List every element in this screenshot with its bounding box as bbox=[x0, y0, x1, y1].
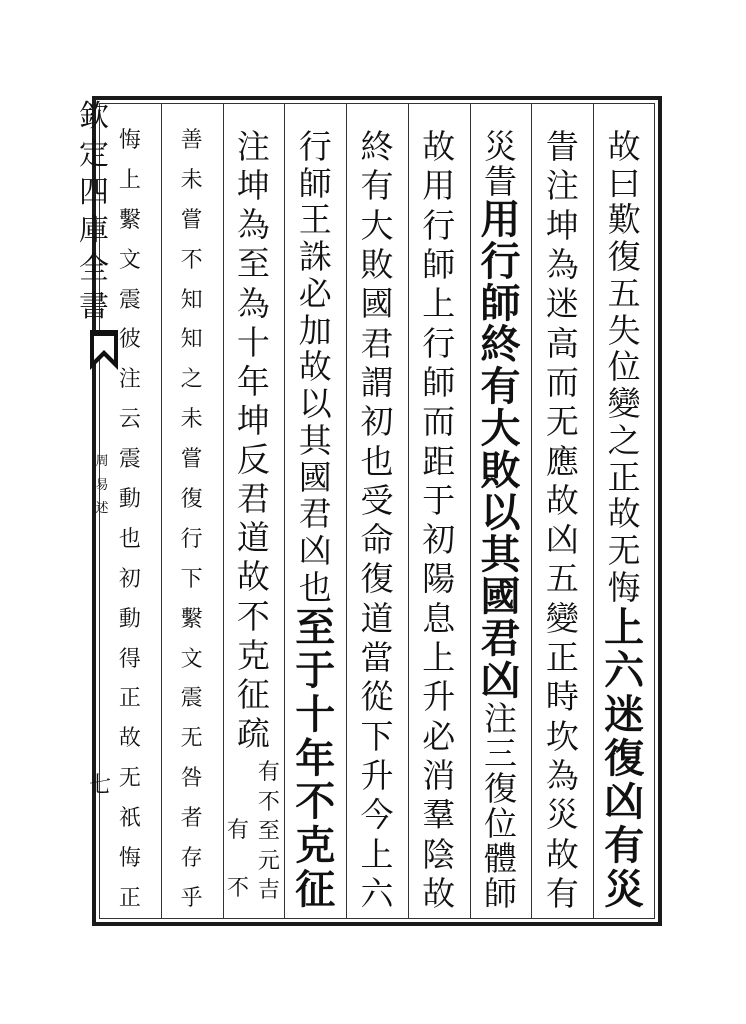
glyph: 震 bbox=[118, 287, 141, 313]
glyph: 也 bbox=[360, 441, 394, 481]
glyph: 大 bbox=[480, 405, 521, 453]
glyph: 知 bbox=[180, 287, 203, 313]
glyph: 悔 bbox=[118, 846, 141, 872]
glyph: 全 bbox=[79, 251, 109, 286]
glyph: 道 bbox=[360, 598, 394, 638]
glyph: 初 bbox=[360, 402, 394, 442]
glyph: 歎 bbox=[607, 200, 641, 240]
glyph: 師 bbox=[480, 279, 521, 327]
glyph: 吉 bbox=[257, 878, 280, 903]
glyph: 眚 bbox=[545, 127, 579, 166]
glyph: 六 bbox=[604, 647, 645, 695]
glyph: 而 bbox=[422, 402, 456, 442]
glyph: 迷 bbox=[545, 284, 579, 324]
glyph: 書 bbox=[79, 289, 109, 324]
glyph: 終 bbox=[480, 321, 521, 369]
glyph: 災 bbox=[545, 795, 579, 835]
glyph: 今 bbox=[360, 795, 394, 835]
glyph: 文 bbox=[118, 247, 141, 273]
glyph: 彼 bbox=[118, 327, 141, 353]
glyph: 坤 bbox=[545, 205, 579, 245]
glyph: 得 bbox=[118, 646, 141, 672]
glyph: 陰 bbox=[422, 834, 456, 874]
glyph: 元 bbox=[257, 848, 280, 874]
glyph: 十 bbox=[236, 322, 270, 362]
glyph: 坤 bbox=[236, 166, 270, 206]
glyph: 五 bbox=[607, 273, 641, 313]
glyph: 息 bbox=[422, 598, 456, 638]
glyph: 故 bbox=[422, 873, 456, 913]
glyph: 也 bbox=[298, 567, 332, 607]
glyph: 為 bbox=[545, 756, 579, 795]
glyph: 不 bbox=[226, 876, 249, 901]
glyph: 上 bbox=[118, 167, 141, 193]
annotation-subcolumn-right bbox=[253, 762, 284, 902]
glyph: 加 bbox=[298, 310, 332, 350]
glyph: 无 bbox=[180, 726, 203, 752]
text-column bbox=[223, 127, 285, 753]
glyph: 距 bbox=[422, 441, 456, 481]
glyph: 誅 bbox=[298, 237, 332, 277]
text-column bbox=[408, 127, 470, 913]
glyph: 善 bbox=[180, 128, 203, 153]
glyph: 年 bbox=[236, 361, 270, 401]
glyph: 升 bbox=[360, 756, 394, 795]
glyph: 復 bbox=[607, 237, 641, 277]
glyph: 以 bbox=[298, 384, 332, 424]
glyph: 悔 bbox=[607, 567, 641, 607]
page-number: 七 bbox=[89, 773, 112, 798]
glyph: 繫 bbox=[180, 606, 203, 632]
glyph: 失 bbox=[607, 310, 641, 350]
glyph: 為 bbox=[236, 205, 270, 245]
glyph: 上 bbox=[360, 834, 394, 874]
glyph: 正 bbox=[118, 686, 141, 712]
annotation-subcolumn-left bbox=[223, 820, 254, 900]
glyph: 復 bbox=[604, 734, 645, 782]
glyph: 應 bbox=[545, 441, 579, 481]
glyph: 災 bbox=[484, 127, 518, 166]
glyph: 王 bbox=[298, 200, 332, 240]
glyph: 其 bbox=[298, 420, 332, 460]
glyph: 正 bbox=[118, 885, 141, 911]
glyph: 正 bbox=[607, 457, 641, 497]
glyph: 震 bbox=[180, 686, 203, 712]
glyph: 至 bbox=[295, 603, 336, 651]
glyph: 故 bbox=[607, 127, 641, 166]
glyph: 國 bbox=[480, 572, 521, 620]
glyph: 初 bbox=[118, 566, 141, 592]
glyph: 注 bbox=[484, 699, 518, 739]
glyph: 高 bbox=[545, 323, 579, 363]
glyph: 體 bbox=[484, 839, 518, 879]
glyph: 用 bbox=[422, 166, 456, 206]
glyph: 六 bbox=[360, 873, 394, 913]
glyph: 而 bbox=[545, 362, 579, 402]
glyph: 至 bbox=[236, 244, 270, 284]
glyph: 凶 bbox=[545, 520, 579, 560]
glyph: 變 bbox=[607, 384, 641, 424]
glyph: 凶 bbox=[298, 531, 332, 571]
glyph: 師 bbox=[422, 244, 456, 284]
glyph: 注 bbox=[118, 367, 141, 393]
glyph: 易 bbox=[95, 477, 109, 493]
glyph: 十 bbox=[295, 691, 336, 739]
glyph: 謂 bbox=[360, 362, 394, 402]
glyph: 災 bbox=[604, 865, 645, 913]
glyph: 大 bbox=[360, 205, 394, 245]
glyph: 復 bbox=[484, 769, 518, 809]
glyph: 周 bbox=[95, 454, 109, 469]
glyph: 位 bbox=[484, 804, 518, 844]
glyph: 疏 bbox=[236, 713, 270, 753]
glyph: 也 bbox=[118, 526, 141, 552]
glyph: 之 bbox=[607, 420, 641, 460]
glyph: 不 bbox=[180, 247, 203, 273]
glyph: 其 bbox=[480, 530, 521, 578]
glyph: 存 bbox=[180, 846, 203, 872]
glyph: 動 bbox=[118, 606, 141, 632]
glyph: 上 bbox=[604, 603, 645, 651]
glyph: 故 bbox=[545, 834, 579, 874]
text-column bbox=[284, 127, 346, 913]
glyph: 行 bbox=[422, 205, 456, 245]
text-column bbox=[161, 130, 223, 910]
glyph: 注 bbox=[236, 127, 270, 166]
glyph: 時 bbox=[545, 677, 579, 717]
text-column bbox=[531, 127, 593, 913]
glyph: 有 bbox=[604, 822, 645, 870]
glyph: 迷 bbox=[604, 691, 645, 739]
glyph: 反 bbox=[236, 440, 270, 479]
glyph: 震 bbox=[118, 447, 141, 473]
glyph: 道 bbox=[236, 518, 270, 558]
glyph: 庫 bbox=[79, 213, 109, 248]
glyph: 復 bbox=[180, 487, 203, 513]
glyph: 咎 bbox=[180, 766, 203, 792]
glyph: 祇 bbox=[118, 806, 141, 832]
glyph: 下 bbox=[180, 566, 203, 592]
glyph: 命 bbox=[360, 520, 394, 560]
glyph: 不 bbox=[257, 789, 280, 815]
glyph: 國 bbox=[360, 284, 394, 324]
glyph: 正 bbox=[545, 638, 579, 678]
glyph: 无 bbox=[118, 766, 141, 792]
glyph: 定 bbox=[79, 137, 109, 172]
glyph: 嘗 bbox=[180, 207, 203, 233]
glyph: 凶 bbox=[604, 778, 645, 826]
glyph: 君 bbox=[236, 479, 270, 519]
glyph: 以 bbox=[480, 489, 521, 537]
glyph: 有 bbox=[480, 363, 521, 411]
text-column bbox=[593, 127, 655, 913]
glyph: 有 bbox=[545, 873, 579, 913]
glyph: 故 bbox=[607, 494, 641, 534]
glyph: 變 bbox=[545, 598, 579, 638]
glyph: 于 bbox=[295, 647, 336, 695]
glyph: 云 bbox=[118, 407, 141, 433]
glyph: 坎 bbox=[545, 716, 579, 756]
glyph: 曰 bbox=[607, 163, 641, 203]
glyph: 坤 bbox=[236, 400, 270, 440]
glyph: 不 bbox=[295, 778, 336, 826]
glyph: 終 bbox=[360, 127, 394, 166]
glyph: 行 bbox=[180, 526, 203, 552]
glyph: 為 bbox=[545, 244, 579, 284]
glyph: 有 bbox=[226, 818, 249, 843]
glyph: 君 bbox=[480, 614, 521, 662]
glyph: 羣 bbox=[422, 795, 456, 835]
glyph: 動 bbox=[118, 487, 141, 513]
glyph: 五 bbox=[545, 559, 579, 599]
glyph: 悔 bbox=[118, 128, 141, 153]
glyph: 陽 bbox=[422, 559, 456, 599]
glyph: 三 bbox=[484, 734, 518, 774]
glyph: 知 bbox=[180, 327, 203, 353]
glyph: 升 bbox=[422, 677, 456, 717]
glyph: 故 bbox=[298, 347, 332, 387]
glyph: 四 bbox=[79, 175, 109, 210]
glyph: 繫 bbox=[118, 207, 141, 233]
glyph: 下 bbox=[360, 716, 394, 756]
glyph: 君 bbox=[298, 494, 332, 534]
glyph: 嘗 bbox=[180, 447, 203, 473]
text-column bbox=[470, 127, 532, 913]
glyph: 用 bbox=[480, 195, 521, 243]
glyph: 之 bbox=[180, 367, 203, 393]
glyph: 復 bbox=[360, 559, 394, 599]
glyph: 故 bbox=[236, 557, 270, 597]
glyph: 當 bbox=[360, 638, 394, 678]
glyph: 凶 bbox=[480, 656, 521, 704]
glyph: 行 bbox=[298, 127, 332, 166]
glyph: 未 bbox=[180, 167, 203, 193]
glyph: 于 bbox=[422, 480, 456, 520]
glyph: 師 bbox=[422, 362, 456, 402]
glyph: 无 bbox=[545, 402, 579, 442]
glyph: 從 bbox=[360, 677, 394, 717]
glyph: 故 bbox=[545, 480, 579, 520]
glyph: 注 bbox=[545, 166, 579, 206]
glyph: 敗 bbox=[360, 244, 394, 284]
glyph: 有 bbox=[360, 166, 394, 206]
glyph: 故 bbox=[422, 127, 456, 166]
glyph: 必 bbox=[298, 273, 332, 313]
glyph: 上 bbox=[422, 284, 456, 324]
glyph: 必 bbox=[422, 716, 456, 756]
glyph: 文 bbox=[180, 646, 203, 672]
glyph: 位 bbox=[607, 347, 641, 387]
glyph: 年 bbox=[295, 734, 336, 782]
glyph: 眚 bbox=[484, 161, 518, 201]
glyph: 克 bbox=[295, 822, 336, 870]
glyph: 征 bbox=[295, 865, 336, 913]
glyph: 君 bbox=[360, 323, 394, 363]
glyph: 征 bbox=[236, 674, 270, 714]
glyph: 敗 bbox=[480, 447, 521, 495]
glyph: 上 bbox=[422, 638, 456, 678]
glyph: 至 bbox=[257, 819, 280, 844]
glyph: 國 bbox=[298, 457, 332, 497]
glyph: 欽 bbox=[79, 99, 109, 134]
text-column bbox=[99, 130, 161, 910]
glyph: 未 bbox=[180, 407, 203, 433]
glyph: 有 bbox=[257, 760, 280, 785]
glyph: 消 bbox=[422, 756, 456, 795]
glyph: 行 bbox=[422, 323, 456, 363]
glyph: 故 bbox=[118, 726, 141, 752]
glyph: 乎 bbox=[180, 885, 203, 911]
glyph: 受 bbox=[360, 480, 394, 520]
glyph: 師 bbox=[484, 873, 518, 913]
glyph: 為 bbox=[236, 283, 270, 323]
glyph: 无 bbox=[607, 531, 641, 571]
glyph: 行 bbox=[480, 237, 521, 285]
glyph: 不 bbox=[236, 596, 270, 636]
text-column bbox=[346, 127, 408, 913]
glyph: 克 bbox=[236, 635, 270, 675]
glyph: 述 bbox=[95, 501, 109, 516]
glyph: 者 bbox=[180, 806, 203, 832]
glyph: 師 bbox=[298, 163, 332, 203]
glyph: 初 bbox=[422, 520, 456, 560]
